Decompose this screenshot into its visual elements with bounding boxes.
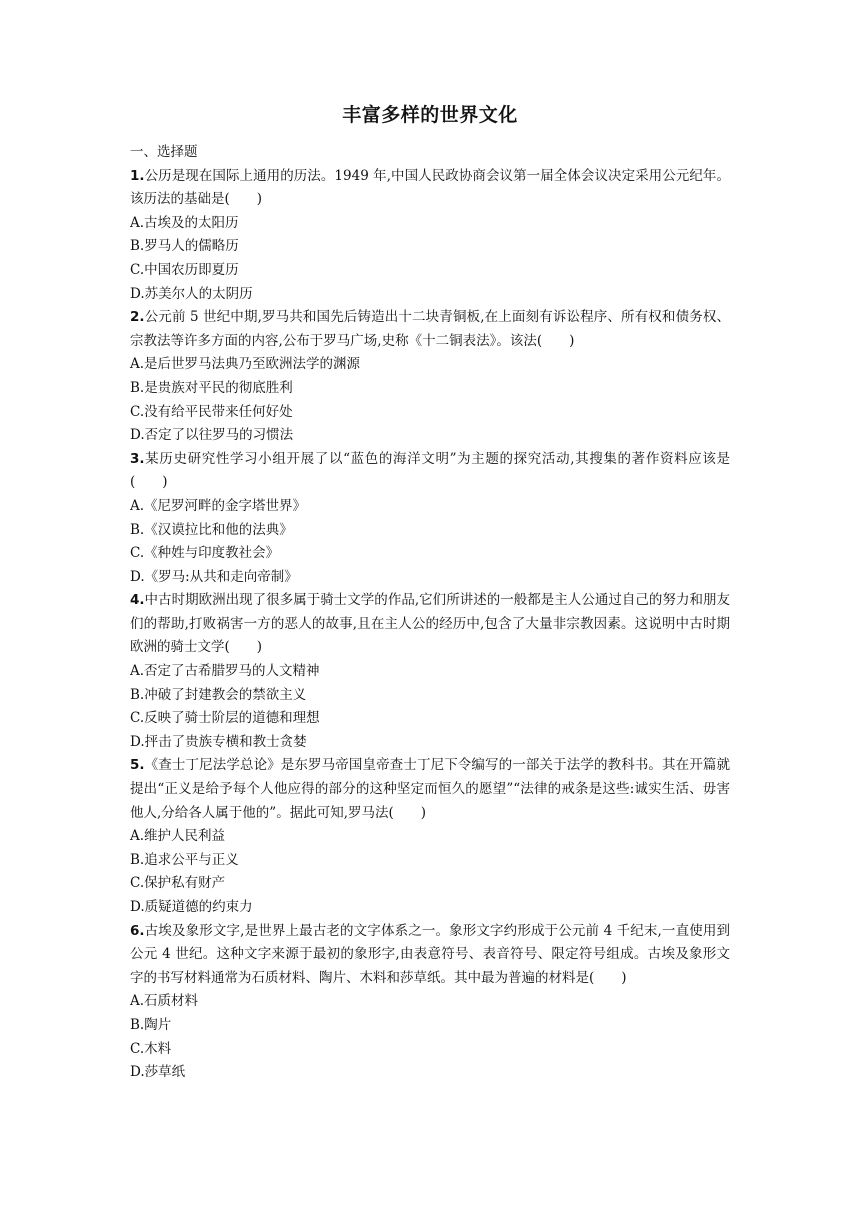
option-text: 没有给平民带来任何好处 — [144, 403, 293, 420]
answer-option — [130, 495, 730, 519]
option-letter: C. — [130, 875, 145, 892]
option-letter: A. — [130, 663, 145, 680]
answer-option — [130, 542, 730, 566]
option-text: 《种姓与印度教社会》 — [144, 545, 280, 562]
question-list — [130, 165, 730, 1085]
option-letter: C. — [130, 261, 145, 278]
answer-option — [130, 990, 730, 1014]
option-letter: B. — [130, 1016, 145, 1033]
question-stem — [130, 165, 730, 212]
question-text: 《查士丁尼法学总论》是东罗马帝国皇帝查士丁尼下令编写的一部关于法学的教科书。其在开篇就提出“正义是给予每个人他应得的部分的这种坚定而恒久的愿望”“法律的戒条是这些:诚实生活、毋害他人,分给各人属于他的”。据此可知,罗马法( ) — [130, 757, 730, 821]
answer-option — [130, 519, 730, 543]
question-number: 5. — [130, 757, 145, 774]
answer-option — [130, 566, 730, 590]
option-letter: B. — [130, 686, 145, 703]
question-stem — [130, 589, 730, 660]
option-letter: B. — [130, 851, 145, 868]
option-letter: A. — [130, 993, 145, 1010]
option-letter: D. — [130, 1064, 145, 1081]
option-letter: D. — [130, 427, 145, 444]
option-text: 《罗马:从共和走向帝制》 — [144, 568, 298, 585]
answer-option — [130, 1038, 730, 1062]
option-text: 陶片 — [144, 1016, 172, 1033]
answer-option — [130, 283, 730, 307]
question-number: 6. — [130, 922, 145, 939]
option-text: 维护人民利益 — [144, 828, 226, 845]
question-text: 某历史研究性学习小组开展了以“蓝色的海洋文明”为主题的探究活动,其搜集的著作资料应该是( ) — [130, 450, 730, 491]
option-text: 罗马人的儒略历 — [144, 238, 239, 255]
option-text: 中国农历即夏历 — [144, 261, 239, 278]
option-text: 木料 — [144, 1040, 172, 1057]
question-5 — [130, 754, 730, 919]
answer-option — [130, 707, 730, 731]
question-3 — [130, 448, 730, 590]
question-number: 2. — [130, 309, 145, 326]
question-text: 公历是现在国际上通用的历法。1949 年,中国人民政协商会议第一届全体会议决定采用公元纪年。该历法的基础是( ) — [130, 167, 730, 208]
question-text: 公元前 5 世纪中期,罗马共和国先后铸造出十二块青铜板,在上面刻有诉讼程序、所有权和债务权、宗教法等许多方面的内容,公布于罗马广场,史称《十二铜表法》。该法( ) — [130, 309, 730, 349]
answer-option — [130, 825, 730, 849]
option-text: 追求公平与正义 — [144, 851, 239, 868]
question-6 — [130, 920, 730, 1085]
option-letter: C. — [130, 545, 145, 562]
option-letter: C. — [130, 710, 145, 727]
question-4 — [130, 589, 730, 754]
answer-option — [130, 377, 730, 401]
answer-option — [130, 660, 730, 684]
option-text: 古埃及的太阳历 — [144, 214, 239, 231]
answer-option — [130, 849, 730, 873]
option-letter: D. — [130, 733, 145, 750]
option-letter: B. — [130, 379, 145, 396]
question-stem — [130, 448, 730, 495]
section-heading: 一、选择题 — [130, 144, 198, 160]
option-text: 《汉谟拉比和他的法典》 — [144, 521, 293, 538]
option-letter: C. — [130, 403, 145, 420]
option-text: 反映了骑士阶层的道德和理想 — [144, 710, 320, 727]
answer-option — [130, 896, 730, 920]
answer-option — [130, 684, 730, 708]
question-2 — [130, 306, 730, 448]
question-text: 古埃及象形文字,是世界上最古老的文字体系之一。象形文字约形成于公元前 4 千纪末,一直使用到公元 4 世纪。这种文字来源于最初的象形字,由表意符号、表音符号、限定符号组成。古埃及象形文字的书写材料通常为石质材料、陶片、木料和莎草纸。其中最为普遍的材料是( ) — [130, 922, 730, 986]
answer-option — [130, 731, 730, 755]
option-text: 质疑道德的约束力 — [144, 899, 253, 915]
option-text: 是贵族对平民的彻底胜利 — [144, 379, 293, 396]
option-letter: A. — [130, 214, 145, 231]
option-text: 莎草纸 — [144, 1064, 186, 1081]
option-text: 保护私有财产 — [144, 875, 226, 892]
option-letter: B. — [130, 238, 145, 255]
option-letter: B. — [130, 521, 145, 538]
document-page — [130, 100, 730, 1085]
option-text: 否定了古希腊罗马的人文精神 — [144, 663, 320, 680]
question-number: 4. — [130, 592, 145, 609]
option-text: 石质材料 — [144, 993, 199, 1010]
answer-option — [130, 353, 730, 377]
question-stem — [130, 754, 730, 825]
option-text: 否定了以往罗马的习惯法 — [144, 427, 294, 444]
option-text: 苏美尔人的太阴历 — [144, 285, 253, 302]
answer-option — [130, 212, 730, 236]
option-letter: A. — [130, 356, 145, 373]
option-letter: C. — [130, 1040, 145, 1057]
option-letter: A. — [130, 828, 145, 845]
option-letter: A. — [130, 497, 145, 514]
option-letter: D. — [130, 568, 145, 585]
question-stem — [130, 920, 730, 991]
answer-option — [130, 1061, 730, 1085]
option-text: 是后世罗马法典乃至欧洲法学的渊源 — [144, 356, 361, 373]
answer-option — [130, 1014, 730, 1038]
question-number: 3. — [130, 450, 145, 467]
answer-option — [130, 872, 730, 896]
answer-option — [130, 259, 730, 283]
question-1 — [130, 165, 730, 307]
question-stem — [130, 306, 730, 353]
option-text: 抨击了贵族专横和教士贪婪 — [144, 733, 307, 750]
option-text: 《尼罗河畔的金字塔世界》 — [144, 497, 307, 514]
option-letter: D. — [130, 899, 145, 915]
answer-option — [130, 424, 730, 448]
question-number: 1. — [130, 167, 145, 184]
option-text: 冲破了封建教会的禁欲主义 — [144, 686, 307, 703]
answer-option — [130, 235, 730, 259]
answer-option — [130, 401, 730, 425]
question-text: 中古时期欧洲出现了很多属于骑士文学的作品,它们所讲述的一般都是主人公通过自己的努力和朋友们的帮助,打败祸害一方的恶人的故事,且在主人公的经历中,包含了大量非宗教因素。这说明中古时期欧洲的骑士文学( ) — [130, 592, 730, 656]
option-letter: D. — [130, 285, 145, 302]
document-title: 丰富多样的世界文化 — [342, 104, 518, 126]
